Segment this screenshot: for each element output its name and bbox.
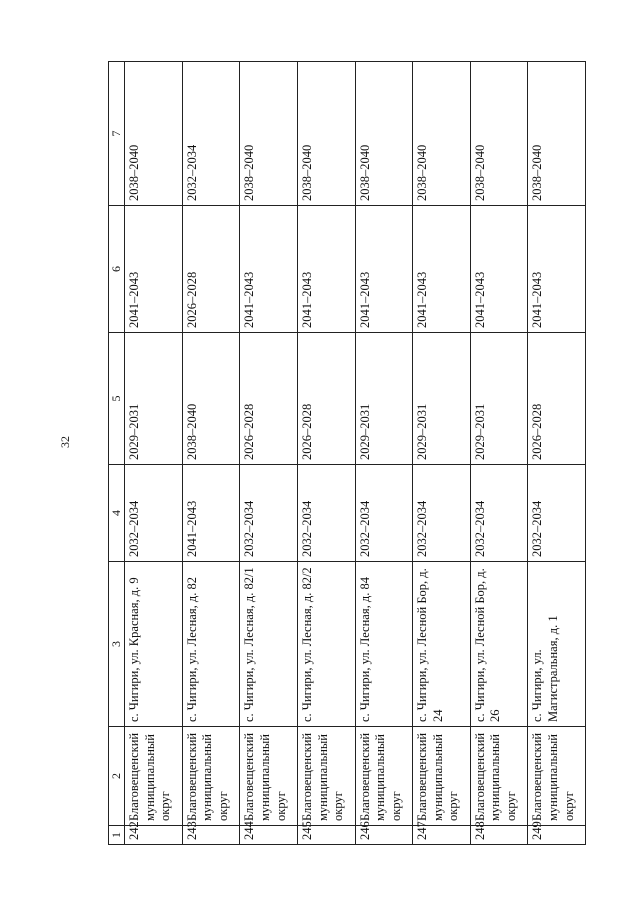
period-col7-cell: 2038–2040 <box>240 62 298 206</box>
period-col4-cell: 2032–2034 <box>355 465 413 562</box>
municipality-cell: Благовещенский муниципальный округ <box>413 727 471 826</box>
address-cell: с. Чигири, ул. Магистральная, д. 1 <box>528 562 586 727</box>
address-cell: с. Чигири, ул. Лесная, д. 84 <box>355 562 413 727</box>
period-col4-cell: 2041–2043 <box>182 465 240 562</box>
column-header: 5 <box>109 333 125 465</box>
column-header: 1 <box>109 826 125 845</box>
column-header: 2 <box>109 727 125 826</box>
period-col7-cell: 2038–2040 <box>125 62 183 206</box>
table-row <box>470 62 528 845</box>
period-col6-cell: 2041–2043 <box>240 206 298 333</box>
municipality-cell: Благовещенский муниципальный округ <box>355 727 413 826</box>
row-number: 247 <box>413 826 471 845</box>
period-col6-cell: 2041–2043 <box>355 206 413 333</box>
period-col7-cell: 2038–2040 <box>413 62 471 206</box>
address-cell: с. Чигири, ул. Лесная, д. 82/1 <box>240 562 298 727</box>
period-col6-cell: 2026–2028 <box>182 206 240 333</box>
period-col7-cell: 2038–2040 <box>528 62 586 206</box>
period-col5-cell: 2029–2031 <box>125 333 183 465</box>
address-cell: с. Чигири, ул. Лесная, д. 82/2 <box>297 562 355 727</box>
period-col4-cell: 2032–2034 <box>125 465 183 562</box>
column-header: 4 <box>109 465 125 562</box>
row-number: 243 <box>182 826 240 845</box>
period-col6-cell: 2041–2043 <box>528 206 586 333</box>
period-col5-cell: 2029–2031 <box>470 333 528 465</box>
table-row <box>182 62 240 845</box>
table-row <box>240 62 298 845</box>
period-col7-cell: 2038–2040 <box>470 62 528 206</box>
municipality-cell: Благовещенский муниципальный округ <box>528 727 586 826</box>
period-col6-cell: 2041–2043 <box>297 206 355 333</box>
period-col4-cell: 2032–2034 <box>413 465 471 562</box>
period-col4-cell: 2032–2034 <box>240 465 298 562</box>
row-number: 245 <box>297 826 355 845</box>
municipality-cell: Благовещенский муниципальный округ <box>240 727 298 826</box>
period-col5-cell: 2026–2028 <box>528 333 586 465</box>
municipality-cell: Благовещенский муниципальный округ <box>125 727 183 826</box>
period-col4-cell: 2032–2034 <box>470 465 528 562</box>
period-col5-cell: 2026–2028 <box>297 333 355 465</box>
period-col7-cell: 2038–2040 <box>355 62 413 206</box>
period-col6-cell: 2041–2043 <box>413 206 471 333</box>
address-cell: с. Чигири, ул. Лесной Бор, д. 24 <box>413 562 471 727</box>
period-col6-cell: 2041–2043 <box>125 206 183 333</box>
municipality-cell: Благовещенский муниципальный округ <box>297 727 355 826</box>
period-col5-cell: 2026–2028 <box>240 333 298 465</box>
municipality-cell: Благовещенский муниципальный округ <box>470 727 528 826</box>
column-header: 6 <box>109 206 125 333</box>
row-number: 244 <box>240 826 298 845</box>
page-number: 32 <box>57 436 72 448</box>
period-col6-cell: 2041–2043 <box>470 206 528 333</box>
schedule-table <box>108 61 586 845</box>
row-number: 248 <box>470 826 528 845</box>
period-col5-cell: 2029–2031 <box>355 333 413 465</box>
row-number: 246 <box>355 826 413 845</box>
period-col5-cell: 2038–2040 <box>182 333 240 465</box>
address-cell: с. Чигири, ул. Красная, д. 9 <box>125 562 183 727</box>
address-cell: с. Чигири, ул. Лесная, д. 82 <box>182 562 240 727</box>
period-col5-cell: 2029–2031 <box>413 333 471 465</box>
period-col7-cell: 2032–2034 <box>182 62 240 206</box>
header-row <box>109 62 125 845</box>
column-header: 7 <box>109 62 125 206</box>
table-row <box>413 62 471 845</box>
table-row <box>125 62 183 845</box>
column-header: 3 <box>109 562 125 727</box>
schedule-table-area <box>108 62 586 845</box>
municipality-cell: Благовещенский муниципальный округ <box>182 727 240 826</box>
table-row <box>297 62 355 845</box>
address-cell: с. Чигири, ул. Лесной Бор, д. 26 <box>470 562 528 727</box>
period-col4-cell: 2032–2034 <box>528 465 586 562</box>
table-row <box>355 62 413 845</box>
rotated-table-container <box>108 62 586 845</box>
row-number: 242 <box>125 826 183 845</box>
period-col7-cell: 2038–2040 <box>297 62 355 206</box>
table-row <box>528 62 586 845</box>
row-number: 249 <box>528 826 586 845</box>
period-col4-cell: 2032–2034 <box>297 465 355 562</box>
